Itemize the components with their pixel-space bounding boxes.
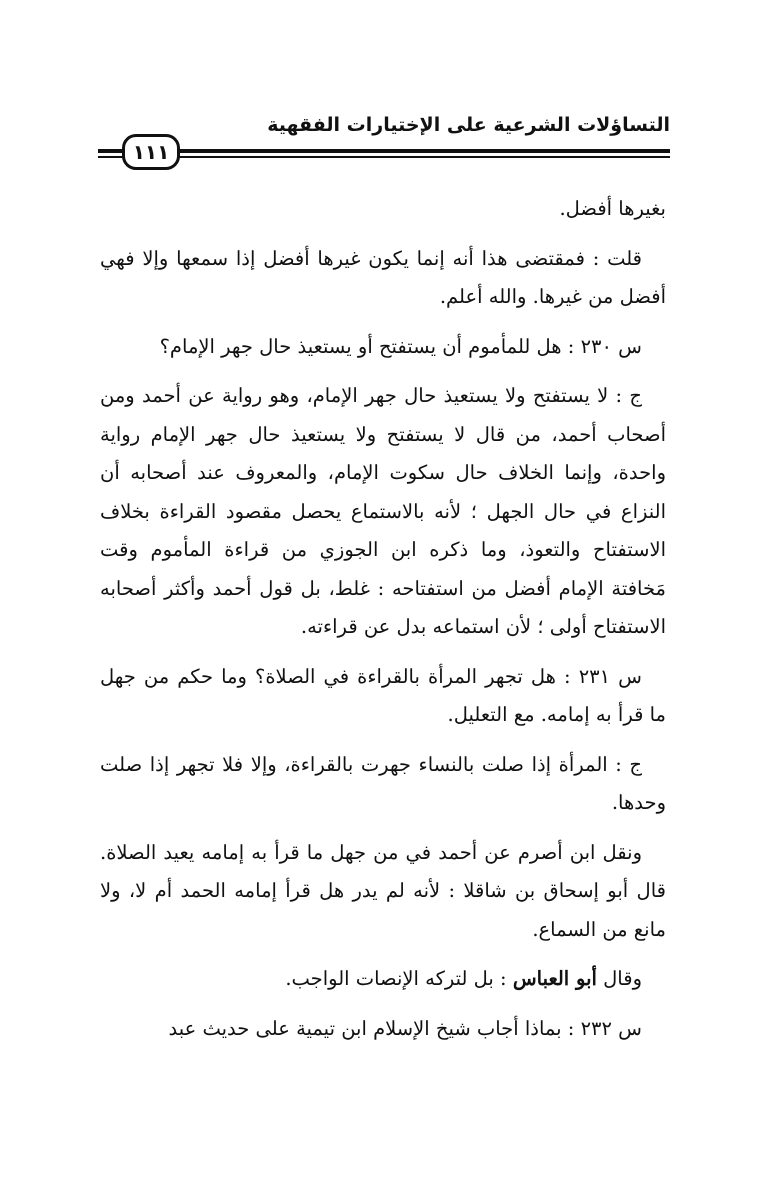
abu-abbas-rest: : بل لتركه الإنصات الواجب. [285,967,507,990]
page-number: ١١١ [122,134,180,170]
answer-230: ج : لا يستفتح ولا يستعيذ حال جهر الإمام، وهو رواية عن أحمد ومن أصحاب أحمد، من قال لا يستفتح ولا يستعيذ حال جهر الإمام رواية واحدة، وإنما الخلاف حال سكوت الإمام، والمعروف عند أصحابه أن النزاع في حال الجهل ؛ لأنه بالاستماع يحصل مقصود القراءة بخلاف الاستفتاح والتعوذ، وما ذكره ابن الجوزي من قراءة المأموم وقت مَخافتة الإمام أفضل من استفتاحه : غلط، بل قول أحمد وأكثر أصحابه الاستفتاح أولى ؛ لأن استماعه بدل عن قراءته. [100,384,666,638]
question-232: س ٢٣٢ : بماذا أجاب شيخ الإسلام ابن تيمية على حديث عبد [168,1016,642,1040]
paragraph-continuation: بغيرها أفضل. [559,197,666,220]
header-rule-thin [98,156,670,158]
answer-231: ج : المرأة إذا صلت بالنساء جهرت بالقراءة، وإلا فلا تجهر إذا صلت وحدها. [100,752,666,814]
question-231: س ٢٣١ : هل تجهر المرأة بالقراءة في الصلاة؟ وما حكم من جهل ما قرأ به إمامه. مع التعليل. [100,664,666,726]
paragraph-abu-abbas [100,960,666,999]
abu-abbas-prefix: وقال [603,967,642,990]
paragraph-narration: ونقل ابن أصرم عن أحمد في من جهل ما قرأ به إمامه يعيد الصلاة. قال أبو إسحاق بن شاقلا : لأنه لم يدر هل قرأ إمامه الحمد أم لا، ولا مانع من السماع. [100,840,666,941]
header-rule-thick [98,149,670,153]
abu-abbas-name: أبو العباس [512,967,597,990]
question-230: س ٢٣٠ : هل للمأموم أن يستفتح أو يستعيذ حال جهر الإمام؟ [159,334,642,358]
paragraph-comment: قلت : فمقتضى هذا أنه إنما يكون غيرها أفضل إذا سمعها وإلا فهي أفضل من غيرها. والله أعلم. [100,246,666,308]
book-title: التساؤلات الشرعية على الإختيارات الفقهية [267,114,670,136]
running-header [98,112,670,182]
page-body [100,190,666,1059]
